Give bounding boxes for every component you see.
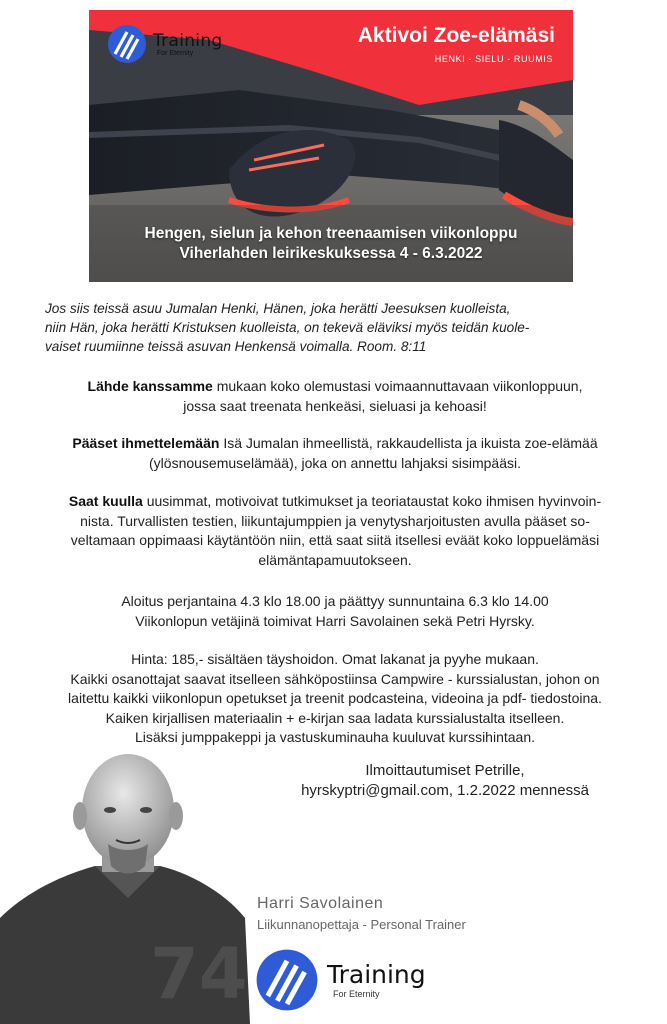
para-text: Viikonlopun vetäjinä toimivat Harri Savolainen sekä Petri Hyrsky. [135,612,535,629]
trainer-role: Liikunnanopettaja - Personal Trainer [257,917,466,932]
para-text: (ylösnousemuselämää), joka on annettu lahjaksi sisimpääsi. [149,454,521,471]
para-text: Hinta: 185,- sisältäen täyshoidon. Omat lakanat ja pyyhe mukaan. [131,651,539,667]
para-text: Lisäksi jumppakeppi ja vastuskuminauha kuuluvat kurssihintaan. [135,729,535,745]
para-text: Kaikki osanottajat saavat itselleen sähköpostiinsa Campwire - kurssialustan, johon on [70,670,600,687]
bible-quote [45,299,635,356]
para-lead: Lähde kanssamme [87,378,213,394]
hero-caption-line1: Hengen, sielun ja kehon treenaamisen viikonloppu [144,225,518,242]
para-text: nista. Turvallisten testien, liikuntajumppien ja venytysharjoitusten avulla pääset so- [80,512,590,529]
footer-logo [255,948,426,1012]
hero-logo-tagline: For Eternity [157,49,194,57]
footer-logo-tagline: For Eternity [333,989,380,999]
quote-line: Jos siis teissä asuu Jumalan Henki, Hänen, joka herätti Jeesuksen kuolleista, [45,301,511,316]
para-lead: Pääset ihmettelemään [72,435,220,451]
para-text: mukaan koko olemustasi voimaannuttavaan viikonloppuun, [212,378,583,394]
footer-logo-brand: Training [327,960,426,989]
paragraph-wonder [30,434,640,473]
quote-line: niin Hän, joka herätti Kristuksen kuolleista, on tekevä eläviksi myös teidän kuole- [45,320,530,335]
para-text: laitettu kaikki viikonlopun opetukset ja treenit podcasteina, videoina ja pdf- tiedostoina. [68,690,602,706]
paragraph-research [30,492,640,570]
signup-line: Ilmoittautumiset Petrille, [365,762,525,779]
para-text: uusimmat, motivoivat tutkimukset ja teoriataustat koko ihmisen hyvinvoin- [142,493,602,509]
para-text: Kaiken kirjallisen materiaalin + e-kirjan saa ladata kurssialustalta itselleen. [105,709,565,726]
hero-caption-line2: Viherlahden leirikeskuksessa 4 - 6.3.2022 [179,245,483,262]
para-text: jossa saat treenata henkeäsi, sieluasi ja kehoasi! [183,397,487,414]
hero-subtitle: HENKI - SIELU - RUUMIS [434,54,553,64]
para-text: Isä Jumalan ihmeellistä, rakkaudellista ja ikuista zoe-elämää [219,435,598,451]
hero-title: Aktivoi Zoe-elämäsi [357,24,555,47]
hero-banner [89,10,573,282]
training-logo-icon [107,24,147,64]
signup-email[interactable]: hyrskyptri@gmail.com, 1.2.2022 mennessä [301,782,589,799]
para-text: veltamaan oppimaasi käytäntöön niin, että saat siitä itsellesi eväät koko loppuelämäsi [70,532,600,548]
paragraph-price [30,650,640,748]
paragraph-schedule [30,592,640,631]
trainer-shirt-number: 74 [150,933,248,1015]
hero-caption [89,224,573,264]
training-logo-icon [255,948,319,1012]
para-text: Aloitus perjantaina 4.3 klo 18.00 ja päättyy sunnuntaina 6.3 klo 14.00 [121,593,549,609]
hero-logo [107,24,222,64]
para-text: elämäntapamuutokseen. [258,551,412,568]
trainer-photo [0,748,250,1024]
hero-logo-brand: Training [153,30,223,51]
paragraph-join-us [30,377,640,416]
signup-info [285,761,605,801]
para-lead: Saat kuulla [68,493,143,509]
trainer-name: Harri Savolainen [257,895,384,912]
quote-line: vaiset ruumiinne teissä asuvan Henkensä voimalla. Room. 8:11 [45,339,427,354]
